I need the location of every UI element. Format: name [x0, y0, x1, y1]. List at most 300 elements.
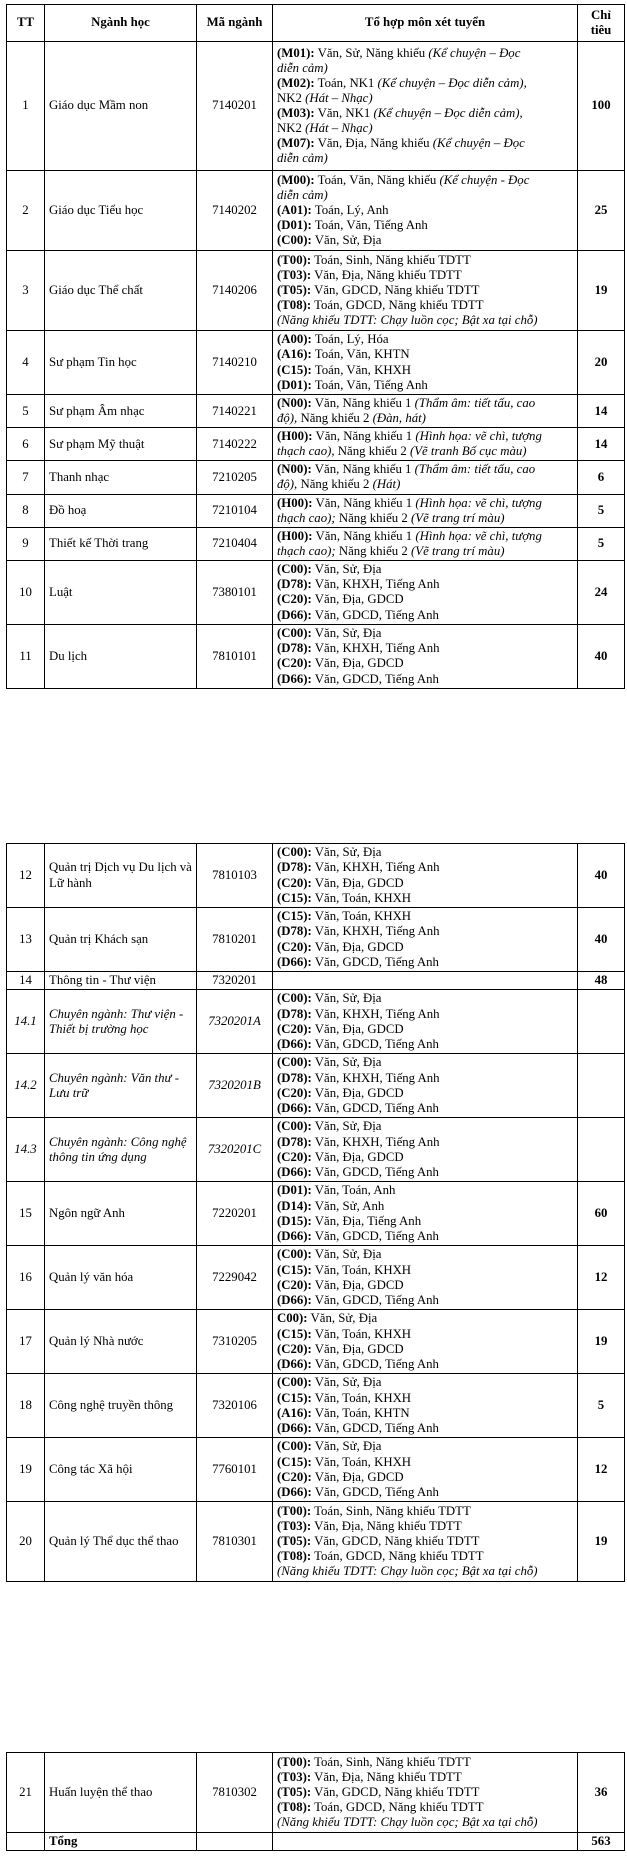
table-row [7, 844, 625, 908]
combination-note: (Hình họa: vẽ chì, tượng [415, 528, 542, 543]
combination-code: (D66): [277, 1228, 312, 1243]
subject-combinations [273, 171, 578, 251]
combination-note: (Hình họa: vẽ chì, tượng [415, 429, 542, 444]
combination-line [277, 991, 573, 1006]
combination-subjects: Văn, Địa, Năng khiếu TDTT [311, 1518, 462, 1533]
row-number: 3 [7, 251, 45, 331]
combination-line [277, 1519, 573, 1534]
header-nganh: Ngành học [45, 5, 197, 42]
combination-code: (T05): [277, 282, 312, 297]
quota [578, 990, 625, 1054]
quota: 40 [578, 624, 625, 688]
combination-code: (T08): [277, 1800, 312, 1815]
combination-code: (C20): [277, 1149, 312, 1164]
combination-line [277, 462, 573, 477]
combination-code: (C20): [277, 1341, 312, 1356]
combination-line [277, 641, 573, 656]
combination-subjects: Văn, Toán, KHXH [311, 1326, 412, 1341]
subject-combinations [273, 1118, 578, 1182]
combination-line [277, 1455, 573, 1470]
major-code: 7210104 [197, 494, 273, 527]
total-label: Tổng [45, 1833, 197, 1851]
combination-line [277, 1534, 573, 1549]
combination-line [277, 444, 573, 459]
combination-code: (C00): [277, 626, 312, 641]
combination-subjects: Văn, Địa, GDCD [311, 656, 404, 671]
combination-subjects: Văn, Địa, GDCD [311, 875, 404, 890]
combination-subjects: NK2 [277, 90, 306, 105]
combination-subjects: Văn, Năng khiếu 1 [312, 495, 416, 510]
combination-subjects: Văn, Năng khiếu 1 [311, 462, 415, 477]
combination-note: (Thẩm âm: tiết tấu, cao [414, 396, 536, 410]
combination-line [277, 46, 573, 61]
combination-code: (D66): [277, 1484, 312, 1499]
row-number: 16 [7, 1246, 45, 1310]
combination-line [277, 592, 573, 607]
quota [578, 1118, 625, 1182]
combination-note: diễn cảm) [277, 60, 328, 75]
table-row [7, 461, 625, 494]
combination-line [277, 1755, 573, 1770]
combination-code: (C00): [277, 1439, 312, 1454]
combination-subjects: Văn, Địa, GDCD [311, 1085, 404, 1100]
subject-combinations [273, 428, 578, 461]
quota: 19 [578, 1502, 625, 1582]
major-code: 7140221 [197, 395, 273, 428]
subject-combinations [273, 624, 578, 688]
combination-code: (C15): [277, 890, 312, 905]
combination-line [277, 363, 573, 378]
quota: 60 [578, 1182, 625, 1246]
combination-subjects: Văn, Địa, Năng khiếu TDTT [311, 267, 462, 282]
combination-subjects: Năng khiếu 2 [338, 510, 411, 525]
major-name: Chuyên ngành: Công nghệ thông tin ứng dụng [45, 1118, 197, 1182]
major-name: Giáo dục Thể chất [45, 251, 197, 331]
row-number: 4 [7, 331, 45, 395]
table-row [7, 1502, 625, 1582]
combination-subjects: Toán, Văn, KHXH [311, 362, 412, 377]
combination-line [277, 1327, 573, 1342]
combination-line [277, 106, 573, 121]
combination-subjects: Văn, GDCD, Tiếng Anh [311, 954, 439, 969]
combination-code: (T08): [277, 298, 312, 313]
combination-subjects: Văn, GDCD, Tiếng Anh [311, 1356, 439, 1371]
combination-line [277, 477, 573, 492]
combination-subjects: Toán, Văn, Tiếng Anh [311, 377, 428, 392]
major-name: Thông tin - Thư viện [45, 972, 197, 990]
combination-code: (C00): [277, 991, 312, 1006]
major-code: 7220201 [197, 1182, 273, 1246]
combination-note: thạch cao), [277, 444, 338, 459]
combination-code: (C20): [277, 1085, 312, 1100]
combination-line [277, 940, 573, 955]
subject-combinations [273, 1310, 578, 1374]
combination-subjects: Văn, Sử, Địa [311, 1375, 382, 1390]
combination-code: (D66): [277, 1292, 312, 1307]
combination-line [277, 1800, 573, 1815]
major-name: Giáo dục Tiểu học [45, 171, 197, 251]
major-name: Quản trị Dịch vụ Du lịch và Lữ hành [45, 844, 197, 908]
combination-subjects: Năng khiếu 2 [300, 411, 373, 426]
combination-note: (Thẩm âm: tiết tấu, cao [414, 462, 536, 477]
combination-subjects: Văn, Toán, KHXH [311, 1262, 412, 1277]
combination-subjects: Văn, Toán, Anh [311, 1183, 396, 1198]
row-number: 1 [7, 42, 45, 171]
combination-line [277, 1263, 573, 1278]
combination-line [277, 577, 573, 592]
combination-subjects: Văn, KHXH, Tiếng Anh [311, 1134, 440, 1149]
total-empty-cell [197, 1833, 273, 1851]
combination-note: (Năng khiếu TDTT: Chạy luồn cọc; Bật xa tại chỗ) [277, 1815, 538, 1830]
combination-code: (C20): [277, 1277, 312, 1292]
combination-subjects: Văn, GDCD, Tiếng Anh [311, 1292, 439, 1307]
combination-subjects: Văn, Toán, KHXH [311, 890, 412, 905]
combination-code: (C15): [277, 1262, 312, 1277]
combination-subjects: Văn, Sử, Địa [311, 1439, 382, 1454]
combination-line [277, 233, 573, 248]
major-name: Huấn luyện thể thao [45, 1753, 197, 1833]
combination-note: (Kể chuyện – Đọc [428, 45, 521, 60]
combination-line [277, 1504, 573, 1519]
combination-note: (Kể chuyện – Đọc diễn cảm), [373, 106, 523, 120]
table-row [7, 1310, 625, 1374]
major-name: Ngôn ngữ Anh [45, 1182, 197, 1246]
combination-subjects: Văn, Toán, KHTN [311, 1405, 410, 1420]
combination-code: (H00): [277, 528, 313, 543]
combination-note: (Hình họa: vẽ chì, tượng [415, 495, 542, 510]
row-number: 9 [7, 527, 45, 560]
combination-line [277, 909, 573, 924]
combination-code: (M07): [277, 136, 315, 151]
combination-subjects: Văn, Sử, Năng khiếu [314, 45, 429, 60]
combination-subjects: Văn, Sử, Địa [311, 991, 382, 1006]
combination-subjects: Văn, KHXH, Tiếng Anh [311, 1070, 440, 1085]
quota: 6 [578, 461, 625, 494]
combination-code: (D01): [277, 1183, 312, 1198]
combination-line [277, 891, 573, 906]
major-code: 7140202 [197, 171, 273, 251]
combination-code: (D78): [277, 1070, 312, 1085]
combination-line [277, 378, 573, 393]
combination-code: C00): [277, 1311, 308, 1326]
major-name: Đồ hoạ [45, 494, 197, 527]
major-name: Quản lý Thể dục thể thao [45, 1502, 197, 1582]
combination-code: (D66): [277, 607, 312, 622]
combination-subjects: Văn, Năng khiếu 1 [312, 429, 416, 444]
table-body-1 [7, 42, 625, 689]
combination-line [277, 411, 573, 426]
major-name: Chuyên ngành: Văn thư - Lưu trữ [45, 1054, 197, 1118]
combination-subjects: Văn, Địa, Năng khiếu TDTT [311, 1769, 462, 1784]
combination-line [277, 1421, 573, 1436]
combination-note: (Kể chuyện – Đọc diễn cảm), [377, 75, 527, 90]
combination-subjects: Văn, Toán, KHXH [311, 1454, 412, 1469]
combination-code: (N00): [277, 396, 312, 410]
combination-line [277, 429, 573, 444]
row-number: 12 [7, 844, 45, 908]
combination-note: (Đàn, hát) [372, 411, 426, 426]
table-row [7, 1118, 625, 1182]
combination-line [277, 924, 573, 939]
combination-code: (T00): [277, 1754, 312, 1769]
table-row [7, 494, 625, 527]
combination-line [277, 173, 573, 188]
combination-line [277, 253, 573, 268]
combination-subjects: Văn, NK1 [314, 106, 374, 120]
total-empty-cell [273, 1833, 578, 1851]
table-row [7, 990, 625, 1054]
row-number: 5 [7, 395, 45, 428]
combination-subjects: Văn, Địa, GDCD [311, 1341, 404, 1356]
combination-line [277, 1357, 573, 1372]
major-code: 7140210 [197, 331, 273, 395]
combination-subjects: Toán, Văn, Năng khiếu [314, 172, 440, 187]
combination-subjects: Toán, GDCD, Năng khiếu TDTT [311, 1549, 484, 1564]
combination-code: (T03): [277, 1769, 312, 1784]
subject-combinations [273, 527, 578, 560]
major-code: 7140222 [197, 428, 273, 461]
combination-code: (T00): [277, 1503, 312, 1518]
table-row [7, 1374, 625, 1438]
subject-combinations [273, 972, 578, 990]
subject-combinations [273, 461, 578, 494]
combination-line [277, 1342, 573, 1357]
combination-code: (D01): [277, 218, 312, 233]
admission-table-part-2 [6, 843, 625, 1582]
combination-subjects: Văn, KHXH, Tiếng Anh [311, 1006, 440, 1021]
combination-code: (C20): [277, 592, 312, 607]
combination-subjects: Văn, Sử, Địa [307, 1311, 378, 1326]
combination-line [277, 1150, 573, 1165]
combination-code: (D78): [277, 924, 312, 939]
combination-note: (Hát – Nhạc) [305, 121, 373, 136]
combination-line [277, 672, 573, 687]
combination-subjects: Văn, Địa, GDCD [311, 939, 404, 954]
combination-code: (D66): [277, 954, 312, 969]
combination-code: (D78): [277, 1006, 312, 1021]
combination-subjects: Văn, Năng khiếu 1 [312, 528, 416, 543]
combination-code: (D66): [277, 1420, 312, 1435]
combination-code: (C15): [277, 1326, 312, 1341]
header-tt: TT [7, 5, 45, 42]
combination-subjects: NK2 [277, 121, 306, 136]
table-row [7, 1054, 625, 1118]
major-code: 7380101 [197, 560, 273, 624]
major-name: Quản lý Nhà nước [45, 1310, 197, 1374]
combination-line [277, 283, 573, 298]
combination-line [277, 1485, 573, 1500]
combination-note: (Vẽ trang trí màu) [411, 543, 505, 558]
subject-combinations [273, 251, 578, 331]
major-code: 7320201 [197, 972, 273, 990]
combination-code: (C15): [277, 1390, 312, 1405]
quota: 12 [578, 1438, 625, 1502]
row-number: 19 [7, 1438, 45, 1502]
table-row [7, 171, 625, 251]
combination-line [277, 1375, 573, 1390]
major-code: 7140201 [197, 42, 273, 171]
combination-note: độ), [277, 411, 301, 426]
combination-line [277, 1229, 573, 1244]
combination-line [277, 268, 573, 283]
combination-line [277, 626, 573, 641]
combination-subjects: Văn, Sử, Địa [311, 562, 382, 577]
subject-combinations [273, 990, 578, 1054]
combination-note: (Vẽ tranh Bố cục màu) [409, 444, 527, 459]
subject-combinations [273, 395, 578, 428]
quota: 19 [578, 1310, 625, 1374]
combination-note: thạch cao); [277, 510, 339, 525]
major-code: 7140206 [197, 251, 273, 331]
combination-subjects: Văn, Sử, Địa [311, 1247, 382, 1262]
combination-note: độ), [277, 477, 301, 492]
combination-line [277, 332, 573, 347]
combination-note: (Năng khiếu TDTT: Chạy luồn cọc; Bật xa tại chỗ) [277, 1564, 538, 1579]
combination-subjects: Toán, Sinh, Năng khiếu TDTT [311, 1754, 471, 1769]
combination-line [277, 347, 573, 362]
subject-combinations [273, 1438, 578, 1502]
combination-code: (N00): [277, 462, 312, 477]
combination-line [277, 1247, 573, 1262]
combination-line [277, 1135, 573, 1150]
row-number: 6 [7, 428, 45, 461]
combination-subjects: Văn, GDCD, Năng khiếu TDTT [311, 282, 480, 297]
table-row [7, 395, 625, 428]
table-header-row [7, 5, 625, 42]
table-row [7, 1753, 625, 1833]
row-number: 14 [7, 972, 45, 990]
major-name: Sư phạm Tin học [45, 331, 197, 395]
subject-combinations [273, 560, 578, 624]
combination-subjects: Văn, Sử, Địa [311, 1119, 382, 1134]
combination-subjects: Văn, Toán, KHXH [311, 1390, 412, 1405]
major-code: 7320201B [197, 1054, 273, 1118]
major-code: 7810201 [197, 908, 273, 972]
subject-combinations [273, 331, 578, 395]
combination-code: (D66): [277, 671, 312, 686]
table-row [7, 42, 625, 171]
combination-note: (Hát) [372, 477, 401, 492]
combination-subjects: Văn, Sử, Địa [311, 626, 382, 641]
combination-subjects: Toán, Lý, Anh [311, 202, 389, 217]
combination-code: (D01): [277, 377, 312, 392]
combination-note: diễn cảm) [277, 187, 328, 202]
combination-subjects: Năng khiếu 2 [338, 543, 411, 558]
major-name: Công nghệ truyền thông [45, 1374, 197, 1438]
combination-subjects: Văn, GDCD, Tiếng Anh [311, 1420, 439, 1435]
quota: 25 [578, 171, 625, 251]
row-number: 11 [7, 624, 45, 688]
quota: 100 [578, 42, 625, 171]
combination-subjects: Văn, GDCD, Tiếng Anh [311, 1036, 439, 1051]
combination-code: (C00): [277, 1247, 312, 1262]
major-name: Sư phạm Âm nhạc [45, 395, 197, 428]
combination-line [277, 1439, 573, 1454]
combination-note: thạch cao); [277, 543, 339, 558]
combination-code: (C00): [277, 845, 312, 860]
row-number: 10 [7, 560, 45, 624]
table-row [7, 1438, 625, 1502]
table-row [7, 1246, 625, 1310]
combination-line [277, 656, 573, 671]
combination-line [277, 562, 573, 577]
table-row [7, 527, 625, 560]
combination-code: (C20): [277, 656, 312, 671]
major-name: Sư phạm Mỹ thuật [45, 428, 197, 461]
table-row [7, 972, 625, 990]
combination-line [277, 1119, 573, 1134]
major-code: 7210205 [197, 461, 273, 494]
table-body-2 [7, 844, 625, 1582]
combination-code: (T05): [277, 1784, 312, 1799]
combination-subjects: Năng khiếu 2 [337, 444, 410, 459]
quota: 20 [578, 331, 625, 395]
major-code: 7320201C [197, 1118, 273, 1182]
table-row [7, 251, 625, 331]
quota: 14 [578, 428, 625, 461]
major-name: Quản lý văn hóa [45, 1246, 197, 1310]
row-number: 15 [7, 1182, 45, 1246]
combination-line [277, 313, 573, 328]
combination-code: (C00): [277, 562, 312, 577]
row-number: 13 [7, 908, 45, 972]
table-row [7, 428, 625, 461]
combination-line [277, 76, 573, 91]
table-row [7, 560, 625, 624]
combination-code: (D66): [277, 1036, 312, 1051]
row-number: 7 [7, 461, 45, 494]
combination-code: (H00): [277, 495, 313, 510]
combination-code: (C15): [277, 1454, 312, 1469]
combination-code: (C00): [277, 1119, 312, 1134]
row-number: 14.1 [7, 990, 45, 1054]
combination-code: (H00): [277, 429, 313, 444]
combination-code: (C20): [277, 1021, 312, 1036]
major-code: 7320106 [197, 1374, 273, 1438]
combination-line [277, 544, 573, 559]
combination-subjects: Toán, GDCD, Năng khiếu TDTT [311, 1800, 484, 1815]
header-ma: Mã ngành [197, 5, 273, 42]
total-empty-cell [7, 1833, 45, 1851]
combination-line [277, 496, 573, 511]
quota: 36 [578, 1753, 625, 1833]
combination-code: (C00): [277, 1375, 312, 1390]
combination-line [277, 1199, 573, 1214]
combination-note: (Kể chuyện – Đọc [432, 136, 525, 151]
subject-combinations [273, 494, 578, 527]
row-number: 14.3 [7, 1118, 45, 1182]
combination-line [277, 1549, 573, 1564]
combination-subjects: Văn, Sử, Anh [311, 1198, 385, 1213]
combination-line [277, 608, 573, 623]
combination-line [277, 1470, 573, 1485]
quota: 5 [578, 1374, 625, 1438]
combination-code: (D66): [277, 1356, 312, 1371]
admission-table-part-3 [6, 1752, 625, 1851]
combination-subjects: Văn, GDCD, Tiếng Anh [311, 1164, 439, 1179]
combination-subjects: Toán, Sinh, Năng khiếu TDTT [311, 252, 471, 267]
combination-code: (C20): [277, 939, 312, 954]
combination-line [277, 218, 573, 233]
combination-subjects: Văn, KHXH, Tiếng Anh [311, 924, 440, 939]
combination-code: (D78): [277, 860, 312, 875]
quota: 5 [578, 494, 625, 527]
combination-subjects: Văn, Năng khiếu 1 [311, 396, 415, 410]
combination-subjects: Văn, GDCD, Năng khiếu TDTT [311, 1534, 480, 1549]
combination-code: (M00): [277, 172, 315, 187]
combination-subjects: Văn, Địa, GDCD [311, 1469, 404, 1484]
combination-code: (D66): [277, 1164, 312, 1179]
